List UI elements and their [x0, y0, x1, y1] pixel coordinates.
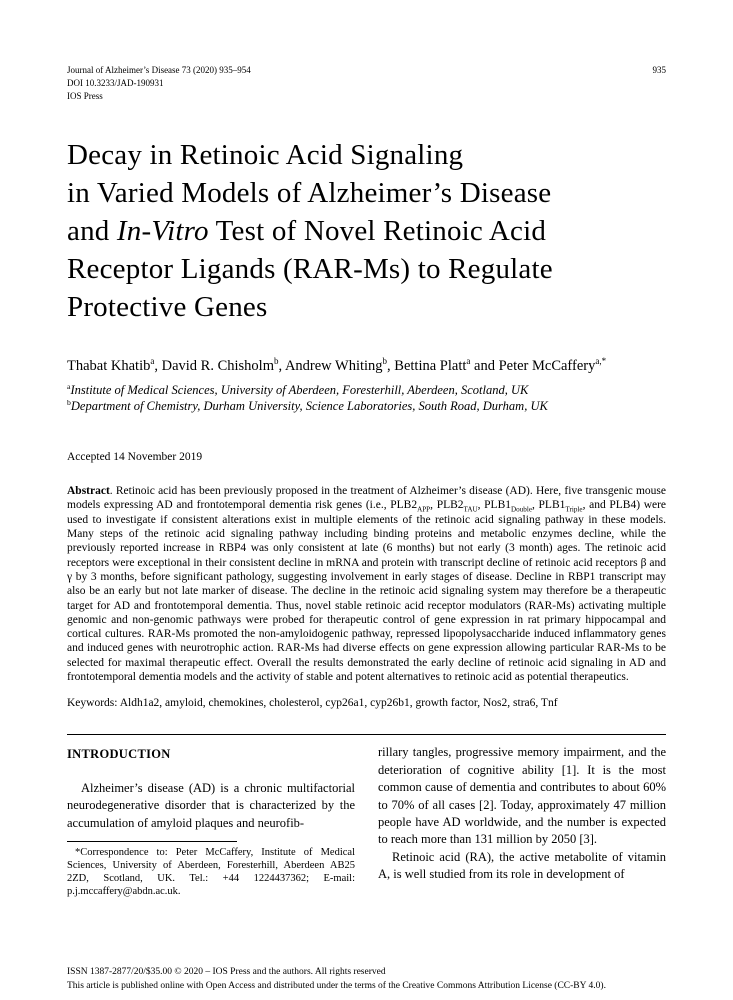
affiliation-text: Department of Chemistry, Durham University, Science Laboratories, South Road, Durham, UK — [70, 399, 548, 414]
affiliation-marker: a — [67, 381, 71, 391]
affiliation — [67, 382, 666, 398]
footnote-text: *Correspondence to: Peter McCaffery, Institute of Medical Sciences, University of Aberdeen, Foresterhill, Aberdeen AB25 2ZD, Scotland, UK. Tel.: +44 1224437362; E-mail: p.j.mccaffery@abdn.ac.uk. — [67, 846, 355, 897]
keywords-line: Keywords: Aldh1a2, amyloid, chemokines, cholesterol, cyp26a1, cyp26b1, growth factor, Nos2, stra6, Tnf — [67, 697, 558, 710]
journal-citation: Journal of Alzheimer’s Disease 73 (2020) 935–954 — [67, 65, 251, 75]
article-title — [67, 136, 666, 326]
title-line: and In-Vitro Test of Novel Retinoic Acid — [67, 215, 547, 248]
correspondence-footnote — [67, 841, 355, 898]
affiliation-text: Institute of Medical Sciences, University of Aberdeen, Foresterhill, Aberdeen, Scotland, UK — [70, 383, 529, 398]
paragraph: Retinoic acid (RA), the active metabolite of vitamin A, is well studied from its role in development of — [378, 849, 666, 882]
abstract-text: . Retinoic acid has been previously proposed in the treatment of Alzheimer’s disease (AD). Here, five transgenic mouse models expressing AD and frontotemporal dementia risk genes (i.e., $PLB2_{APP}$, $PLB2_{TAU}$, $PLB1_{Double}$, $PLB1_{Triple}$, and PLB4) were used to investigate if consistent alterations exist in multiple elements of the retinoic acid signaling pathway in these models. Many steps of the retinoic acid signaling pathway including binding proteins and metabolic enzymes decline, while the previously reported increase in RBP4 was only consistent at late (6 months) but not early (3 month) ages. The retinoic acid receptors were exceptional in their consistent decline in mRNA and protein with transcript decline of retinoic acid receptors β and γ by 3 months, before significant pathology, suggesting involvement in early stages of disease. Decline in RBP1 transcript may also be an early but not late marker of disease. The decline in the retinoic acid signaling system may therefore be a therapeutic target for AD and frontotemporal dementia. Thus, novel stable retinoic acid receptor modulators (RAR-Ms) activating multiple genomic and non-genomic pathways were probed for therapeutic control of gene expression in rat primary hippocampal and cortical cultures. RAR-Ms promoted the non-amyloidogenic pathway, repressed lipopolysaccharide induced inflammatory genes and induced genes with neurotrophic action. RAR-Ms had diverse effects on gene expression allowing particular RAR-Ms to be selected for maximal therapeutic effect. Overall the results demonstrated the early decline of retinoic acid signaling in AD and frontotemporal dementia models and the activity of stable and potent alternatives to retinoic acid as potential therapeutics. — [67, 485, 667, 683]
abstract — [67, 484, 666, 684]
publisher-name: IOS Press — [67, 91, 103, 102]
paragraph: Alzheimer’s disease (AD) is a chronic multifactorial neurodegenerative disorder that is characterized by the accumulation of amyloid plaques and neurofib- — [67, 780, 355, 830]
author-list: Thabat Khatib$^a$, David R. Chisholm$^b$, Andrew Whiting$^b$, Bettina Platt$^a$ and Peter McCaffery$^{a,*}$ — [67, 356, 607, 375]
title-line: Protective Genes — [67, 291, 268, 324]
right-column — [378, 744, 666, 898]
introduction-heading: INTRODUCTION — [67, 747, 171, 762]
abstract-label: Abstract — [67, 485, 110, 498]
page-footer — [67, 965, 666, 994]
journal-header-left — [67, 64, 251, 103]
doi-line: DOI 10.3233/JAD-190931 — [67, 78, 164, 89]
page-number: 935 — [652, 65, 666, 75]
affiliation-marker: b — [67, 397, 71, 407]
section-divider-rule — [67, 734, 666, 735]
license-line: This article is published online with Open Access and distributed under the terms of the Creative Commons Attribution License (CC-BY 4.0). — [67, 980, 606, 991]
left-column — [67, 744, 355, 898]
body-columns — [67, 744, 666, 898]
affiliation — [67, 398, 666, 414]
title-line: in Varied Models of Alzheimer’s Disease — [67, 177, 552, 210]
journal-header — [67, 64, 666, 103]
title-line: Decay in Retinoic Acid Signaling — [67, 139, 464, 172]
affiliation-list — [67, 382, 666, 414]
title-line: Receptor Ligands (RAR-Ms) to Regulate — [67, 253, 553, 286]
footnote-rule — [67, 841, 237, 842]
issn-line: ISSN 1387-2877/20/$35.00 © 2020 – IOS Press and the authors. All rights reserved — [67, 966, 386, 977]
accepted-date: Accepted 14 November 2019 — [67, 451, 203, 464]
paragraph: rillary tangles, progressive memory impairment, and the deterioration of cognitive ability [1]. It is the most common cause of dementia and contributes to about 60% to 70% of all cases [2]. Today, approximately 47 million people have AD worldwide, and the number is expected to reach more than 131 million by 2050 [3]. — [378, 745, 666, 847]
